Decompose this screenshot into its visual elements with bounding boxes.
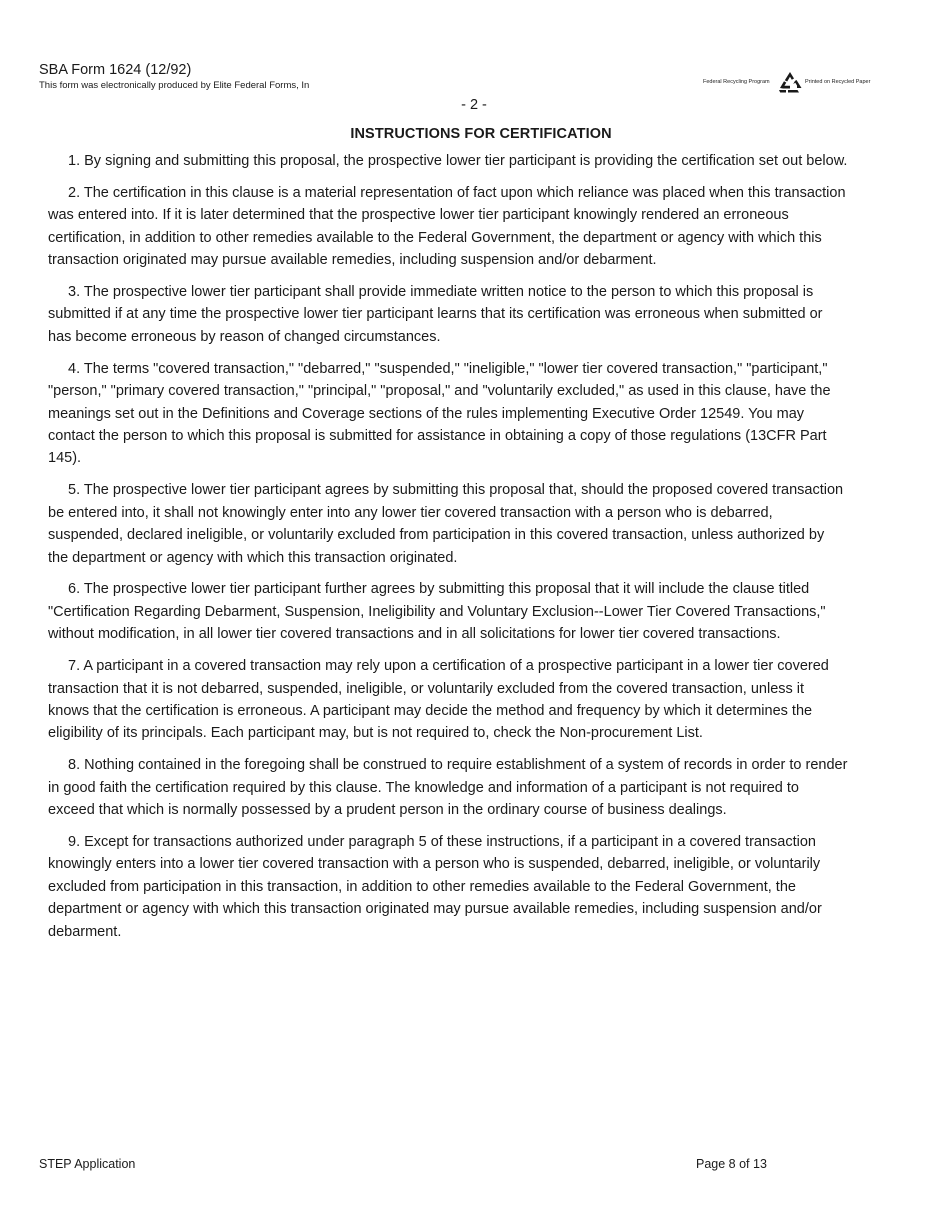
- instruction-paragraph-5: 5. The prospective lower tier participant agrees by submitting this proposal that, should the proposed covered transaction be entered into, it shall not knowingly enter into any lower tier covered transaction with a person who is debarred, suspended, declared ineligible, or voluntarily excluded from participation in this covered transaction, unless authorized by the department or agency with which this transaction originated.: [48, 482, 844, 566]
- instruction-paragraph-4: 4. The terms "covered transaction," "debarred," "suspended," "ineligible," "lower tier covered transaction," "participant," "person," "primary covered transaction," "principal," "proposal," and "voluntarily excluded," as used in this clause, have the meanings set out in the Definitions and Coverage sections of the rules implementing Executive Order 12549. You may contact the person to which this proposal is submitted for assistance in obtaining a copy of those regulations (13CFR Part 145).: [48, 360, 831, 467]
- recycle-icon: [777, 71, 803, 95]
- footer-page-number: Page 8 of 13: [696, 1157, 767, 1171]
- instruction-paragraph-9: 9. Except for transactions authorized under paragraph 5 of these instructions, if a participant in a covered transaction knowingly enters into a lower tier covered transaction with a person who is suspended, debarred, ineligible, or voluntarily excluded from participation in this transaction, in addition to other remedies available to the Federal Government, the department or agency with which this transaction originated may pursue available remedies, including suspension and/or debarment.: [48, 833, 822, 940]
- instructions-body: [48, 150, 848, 953]
- producer-note: This form was electronically produced by Elite Federal Forms, In: [39, 80, 310, 91]
- page-title: INSTRUCTIONS FOR CERTIFICATION: [350, 126, 612, 142]
- instruction-paragraph-1: 1. By signing and submitting this proposal, the prospective lower tier participant is providing the certification set out below.: [68, 153, 848, 169]
- recycling-badge: [703, 71, 878, 95]
- instruction-paragraph-8: 8. Nothing contained in the foregoing shall be construed to require establishment of a system of records in order to render in good faith the certification required by this clause. The knowledge and information of a participant is not required to exceed that which is normally possessed by a prudent person in the ordinary course of business dealings.: [48, 757, 848, 819]
- instruction-paragraph-2: 2. The certification in this clause is a material representation of fact upon which reliance was placed when this transaction was entered into. If it is later determined that the prospective lower tier participant knowingly rendered an erroneous certification, in addition to other remedies available to the Federal Government, the department or agency with which this transaction originated may pursue available remedies, including suspension and/or debarment.: [48, 184, 846, 269]
- instruction-paragraph-3: 3. The prospective lower tier participant shall provide immediate written notice to the person to which this proposal is submitted if at any time the prospective lower tier participant learns that its certification was erroneous when submitted or has become erroneous by reason of changed circumstances.: [48, 284, 823, 345]
- form-id: SBA Form 1624 (12/92): [39, 62, 192, 78]
- footer-application-name: STEP Application: [39, 1157, 136, 1171]
- recycling-program-label: Federal Recycling Program: [703, 79, 770, 85]
- page-marker: - 2 -: [461, 97, 487, 113]
- recycled-paper-label: Printed on Recycled Paper: [805, 79, 871, 85]
- instruction-paragraph-6: 6. The prospective lower tier participant further agrees by submitting this proposal that it will include the clause titled "Certification Regarding Debarment, Suspension, Ineligibility and Voluntary Exclusion--Lower Tier Covered Transactions," without modification, in all lower tier covered transactions and in all solicitations for lower tier covered transactions.: [48, 581, 826, 643]
- instruction-paragraph-7: 7. A participant in a covered transaction may rely upon a certification of a prospective participant in a lower tier covered transaction that it is not debarred, suspended, ineligible, or voluntarily excluded from the covered transaction, unless it knows that the certification is erroneous. A participant may decide the method and frequency by which it determines the eligibility of its principals. Each participant may, but is not required to, check the Non-procurement List.: [48, 658, 829, 742]
